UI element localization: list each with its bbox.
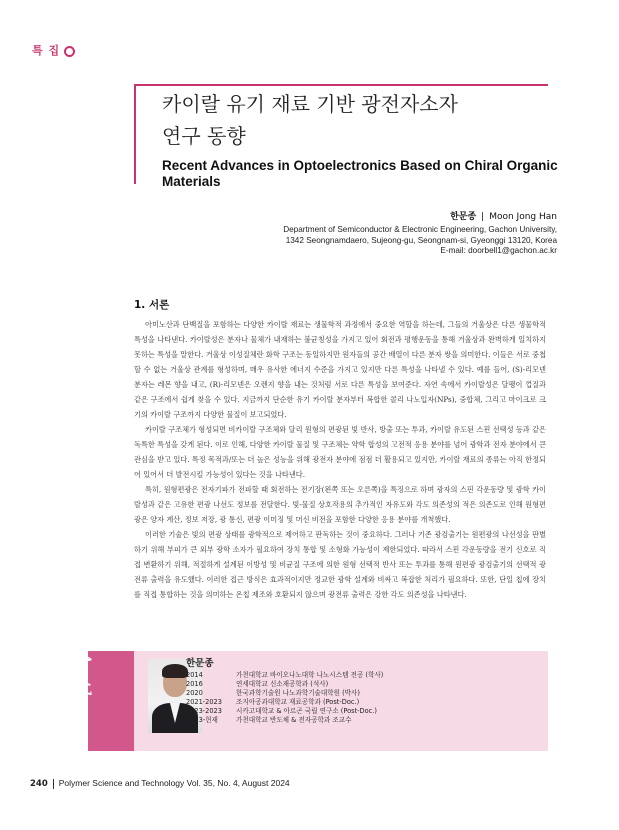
bio-entry: 2023-2023 시카고대학교 & 아르곤 국립 연구소 (Post-Doc.) xyxy=(186,707,377,715)
section-heading: 1. 서론 xyxy=(134,299,170,311)
body-text xyxy=(134,317,546,602)
bio-entry: 2016 연세대학교 신소재공학과 (석사) xyxy=(186,680,329,688)
bio-name: 한문종 xyxy=(186,658,214,669)
author-email: E-mail: doorbell1@gachon.ac.kr xyxy=(440,246,557,255)
paragraph: 카이랄 구조체가 형성되면 비카이랄 구조체와 달리 원형의 편광된 빛 반사, 방출 또는 투과, 카이랄 유도된 스핀 선택성 등과 같은 독특한 특성을 갖게 된다. 이로 인해, 다양한 카이랄 물질 및 구조체는 약학 합성의 고전적 응용 분야를 넘어 광학과 전자 분야에서 큰 관심을 받고 있다. 특정 목적과/또는 더 높은 성능을 위해 광전자 분야에 점점 더 활용되고 있지만, 카이랄 재료의 종류는 아직 한정되어 있어서 더 발전시킬 가능성이 있다는 것을 나타낸다. xyxy=(134,425,546,479)
journal-citation: Polymer Science and Technology Vol. 35, No. 4, August 2024 xyxy=(58,778,290,788)
divider xyxy=(53,779,54,789)
paragraph: 이러한 기술은 빛의 편광 상태를 광학적으로 제어하고 판독하는 것이 중요하다. 그러나 기존 광검출기는 원편광의 나선성을 판별하기 위해 부피가 큰 외부 광학 소자가 필요하여 장치 통합 및 소형화 가능성이 제한되었다. 따라서 스핀 각운동량을 전기 신호로 직접 변환하기 위해, 적절하게 설계된 이방성 및 비균질 구조에 의한 원형 선택적 반사 또는 투과를 통해 원편광 광검출기의 선택적 광전류 출력을 유도했다. 이러한 접근 방식은 효과적이지만 정교한 광학 설계와 비싸고 복잡한 처리가 필요하다. 또한, 단일 칩에 장치를 직접 통합하는 것을 의미하는 온칩 제조와 호환되지 않으며 광전류 출력은 강한 각도 의존성을 나타낸다. xyxy=(134,530,546,599)
affiliation xyxy=(197,225,557,257)
bio-entry: 2023-현재 가천대학교 반도체 & 전자공학과 조교수 xyxy=(186,716,352,724)
paragraph: 아미노산과 단백질을 포함하는 다양한 카이랄 재료는 생물학적 과정에서 중요한 역할을 하는데, 그들의 거울상은 다른 생물학적 특성을 나타낸다. 카이랄성은 분자나 물체가 내재하는 불균칭성을 가지고 있어 회전과 평행운동을 통해 거울상과 완벽하게 일치하지 못하는 특성을 말한다. 거울상 이성질체란 화학 구조는 동일하지만 원자들의 공간 배열이 다른 분자 쌍을 의미한다. 이들은 서로 중첩할 수 없는 거울상 관계를 형성하며, 매우 유사한 에너지 수준을 가지고 있지만 다른 특성을 나타낼 수 있다. 예를 들어, (S)-리모넨 분자는 레몬 향을 내고, (R)-리모넨은 오렌지 향을 내는 것처럼 서로 다른 특성을 보여준다. 자연 속에서 카이랄성은 달팽이 껍질과 같은 구조에서 쉽게 찾을 수 있다. 지금까지 단순한 유기 카이랄 분자부터 복합한 콜리 나노입자(NPs), 중합체, 그리고 마이크로 크기의 카이랄 구조까지 다양한 물질이 보고되었다. xyxy=(134,320,546,419)
circle-icon xyxy=(64,46,75,57)
english-title: Recent Advances in Optoelectronics Based on Chiral Organic Materials xyxy=(162,158,558,189)
page-number: 240 xyxy=(30,779,48,789)
paragraph: 특히, 원형편광은 전자기파가 전파할 때 회전하는 전기장(왼쪽 또는 오른쪽)을 특징으로 하며 광자의 스핀 각운동량 및 광학 카이랄성과 같은 고유한 편광 나선도 정보를 전달한다. 빛-물질 상호작용의 추가적인 자유도와 각도 의존성의 적은 의존도로 인해 원형편광은 양자 계산, 정보 저장, 광 통신, 편광 이미징 및 머신 비전을 포함한 다양한 응용 분야를 개척했다. xyxy=(134,485,546,524)
author-label: Author xyxy=(72,651,96,727)
author-band xyxy=(72,651,134,751)
page-title xyxy=(162,88,562,152)
bio-entry: 2014 가천대학교 바이오나노대학 나노시스템 전공 (학사) xyxy=(186,671,384,679)
bio-entry: 2020 한국과학기술원 나노과학기술대학원 (박사) xyxy=(186,689,360,697)
title-line-1: 카이랄 유기 재료 기반 광전자소자 xyxy=(162,92,458,116)
title-line-2: 연구 동향 xyxy=(162,124,246,148)
section-tag-label: 특 집 xyxy=(32,44,61,57)
page-footer xyxy=(30,778,290,789)
affiliation-line-2: 1342 Seongnamdaero, Sujeong-gu, Seongnam-si, Gyeonggi 13120, Korea xyxy=(285,235,557,245)
author-name-ko: 한문종 xyxy=(450,212,477,222)
author-name-en: Moon Jong Han xyxy=(489,212,557,222)
author-byline xyxy=(450,209,557,222)
affiliation-line-1: Department of Semiconductor & Electronic Engineering, Gachon University, xyxy=(283,225,557,234)
section-tag xyxy=(32,42,75,58)
separator: | xyxy=(481,212,485,222)
bio-entry: 2021-2023 조지아공과대학교 재료공학과 (Post-Doc.) xyxy=(186,698,360,706)
